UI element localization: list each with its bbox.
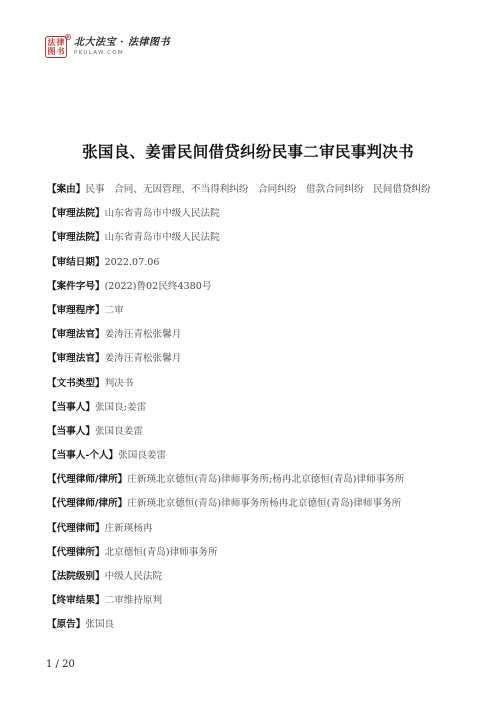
field-row	[47, 497, 467, 521]
field-value: 民事 合同、无因管理、不当得利纠纷 合同纠纷 借款合同纠纷 民间借贷纠纷	[85, 184, 431, 195]
field-value: 2022.07.06	[104, 256, 160, 268]
field-label: 【审结日期】	[47, 256, 105, 268]
document-title: 张国良、姜雷民间借贷纠纷民事二审民事判决书	[82, 142, 414, 161]
field-label: 【审理法院】	[47, 232, 105, 244]
field-label: 【终审结果】	[47, 595, 105, 607]
field-value: 庄新瑛北京德恒(青岛)律师事务所;杨冉北京德恒(青岛)律师事务所	[127, 474, 405, 486]
field-value: 庄新瑛杨冉	[104, 522, 153, 534]
seal-char: 书	[56, 46, 65, 56]
field-value: 二审维持原判	[104, 595, 163, 607]
field-label: 【当事人-个人】	[47, 450, 119, 462]
page-indicator: 1 / 20	[46, 659, 75, 670]
seal-char: 律	[56, 37, 65, 47]
field-value: 判决书	[104, 377, 134, 389]
field-label: 【案由】	[47, 184, 86, 195]
field-label: 【审理法官】	[47, 353, 105, 365]
field-label: 【当事人】	[47, 401, 95, 413]
field-row	[47, 328, 467, 352]
field-label: 【代理律所】	[47, 546, 105, 558]
logo-cn-text: 北大法宝 · 法律图书	[74, 37, 170, 48]
seal-char: 法	[47, 37, 56, 47]
field-label: 【文书类型】	[47, 377, 105, 389]
field-row	[47, 570, 467, 594]
field-value: 张国良姜雷	[118, 450, 167, 462]
field-value: 山东省青岛市中级人民法院	[104, 232, 220, 244]
field-value: 中级人民法院	[104, 571, 163, 582]
field-row	[47, 618, 467, 642]
field-label: 【代理律师】	[47, 522, 105, 534]
field-value: 山东省青岛市中级人民法院	[104, 208, 220, 220]
registered-mark: ®	[64, 32, 72, 42]
field-row	[47, 183, 467, 207]
field-label: 【审理程序】	[47, 304, 105, 316]
field-row	[47, 207, 467, 231]
field-row	[47, 377, 467, 401]
field-label: 【审理法官】	[47, 329, 105, 341]
seal-icon	[45, 32, 72, 58]
seal-char: 图	[47, 46, 56, 56]
field-row	[47, 280, 467, 304]
field-row	[47, 352, 467, 376]
field-label: 【法院级别】	[47, 571, 105, 582]
field-row	[47, 449, 467, 473]
metadata-fields	[47, 183, 467, 643]
field-row	[47, 401, 467, 425]
logo-en-text: PKULAW.COM	[74, 50, 124, 56]
field-row	[47, 256, 467, 280]
field-value: (2022)鲁02民终4380号	[104, 280, 212, 292]
field-row	[47, 231, 467, 255]
field-row	[47, 473, 467, 497]
field-label: 【案件字号】	[47, 280, 105, 292]
logo-text	[74, 37, 170, 57]
pkulaw-logo	[45, 32, 170, 58]
field-value: 姜涛汪青松张馨月	[104, 329, 182, 341]
field-value: 张国良姜雷	[94, 425, 143, 437]
field-label: 【原告】	[47, 619, 86, 631]
field-row	[47, 546, 467, 570]
field-label: 【代理律师/律所】	[47, 474, 128, 486]
field-row	[47, 304, 467, 328]
field-label: 【当事人】	[47, 425, 95, 437]
field-row	[47, 522, 467, 546]
field-row	[47, 594, 467, 618]
field-value: 张国良	[85, 619, 115, 631]
field-value: 姜涛汪青松张馨月	[104, 353, 182, 365]
field-label: 【代理律师/律所】	[47, 498, 128, 510]
field-row	[47, 425, 467, 449]
field-value: 北京德恒(青岛)律师事务所	[104, 546, 218, 558]
field-label: 【审理法院】	[47, 208, 105, 220]
field-value: 张国良;姜雷	[94, 401, 147, 413]
field-value: 二审	[104, 304, 124, 316]
field-value: 庄新瑛北京德恒(青岛)律师事务所杨冉北京德恒(青岛)律师事务所	[127, 498, 402, 510]
